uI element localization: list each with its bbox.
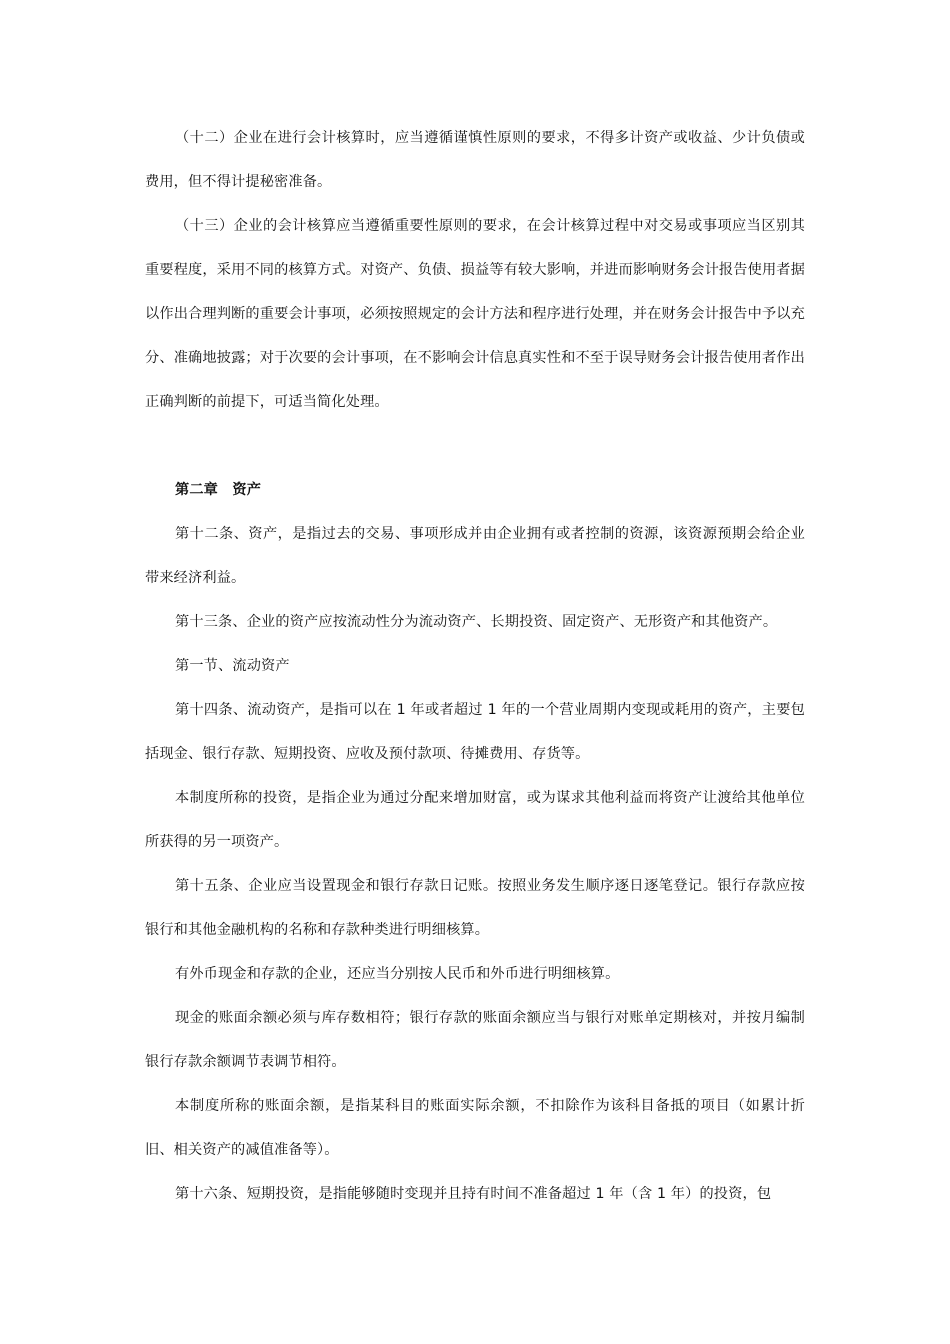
article-16: 第十六条、短期投资，是指能够随时变现并且持有时间不准备超过 1 年（含 1 年）的投资，包 — [175, 1186, 772, 1202]
paragraph-12: （十二）企业在进行会计核算时，应当遵循谨慎性原则的要求，不得多计资产或收益、少计负债或费用，但不得计提秘密准备。 — [145, 130, 805, 190]
article-13: 第十三条、企业的资产应按流动性分为流动资产、长期投资、固定资产、无形资产和其他资产。 — [175, 614, 778, 630]
chapter-heading: 第二章 资产 — [175, 482, 262, 498]
article-12: 第十二条、资产，是指过去的交易、事项形成并由企业拥有或者控制的资源，该资源预期会给企业带来经济利益。 — [145, 526, 805, 586]
investment-definition: 本制度所称的投资，是指企业为通过分配来增加财富，或为谋求其他利益而将资产让渡给其他单位所获得的另一项资产。 — [145, 790, 805, 850]
article-15: 第十五条、企业应当设置现金和银行存款日记账。按照业务发生顺序逐日逐笔登记。银行存款应按银行和其他金融机构的名称和存款种类进行明细核算。 — [145, 878, 805, 938]
cash-balance-note: 现金的账面余额必须与库存数相符；银行存款的账面余额应当与银行对账单定期核对，并按月编制银行存款余额调节表调节相符。 — [145, 1010, 805, 1070]
article-14: 第十四条、流动资产，是指可以在 1 年或者超过 1 年的一个营业周期内变现或耗用的资产，主要包括现金、银行存款、短期投资、应收及预付款项、待摊费用、存货等。 — [145, 702, 805, 762]
body-text-top — [145, 116, 805, 424]
book-balance-definition: 本制度所称的账面余额，是指某科目的账面实际余额，不扣除作为该科目备抵的项目（如累计折旧、相关资产的减值准备等）。 — [145, 1098, 805, 1158]
foreign-currency-note: 有外币现金和存款的企业，还应当分别按人民币和外币进行明细核算。 — [175, 966, 620, 982]
body-text-bottom — [145, 468, 805, 1216]
section-1-heading: 第一节、流动资产 — [175, 658, 290, 674]
paragraph-13: （十三）企业的会计核算应当遵循重要性原则的要求，在会计核算过程中对交易或事项应当区别其重要程度，采用不同的核算方式。对资产、负债、损益等有较大影响，并进而影响财务会计报告使用者据以作出合理判断的重要会计事项，必须按照规定的会计方法和程序进行处理，并在财务会计报告中予以充分、准确地披露；对于次要的会计事项，在不影响会计信息真实性和不至于误导财务会计报告使用者作出正确判断的前提下，可适当简化处理。 — [145, 218, 805, 410]
